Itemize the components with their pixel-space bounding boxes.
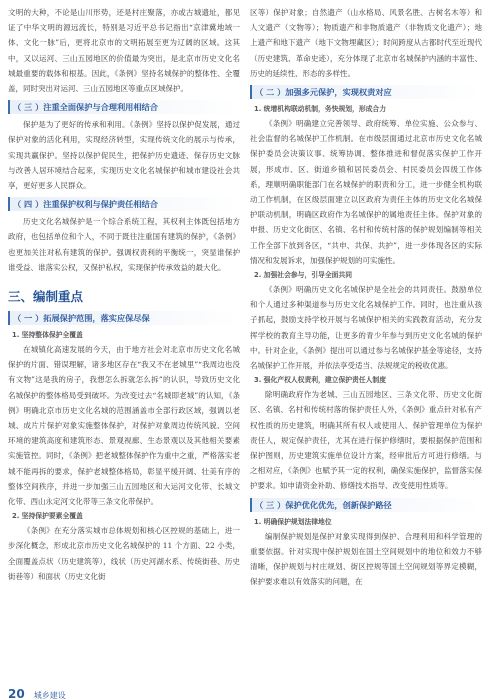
- paragraph: 除明确政府作为老城、三山五园地区、三条文化带、历史文化街区、名镇、名村和传统村落的保护责任人外，《条例》重点针对私有产权性质的历史建筑，明确其所有权人或使用人、保护管理单位为保护责任人，规定保护责任，尤其在进行保护修缮时，要根据保护范围和保护图则，历史建筑实施单位设计方案，经审批后方可进行修缮。与之相对应，《条例》也赋予其一定的权利，确保实施保护，监督落实保护要求。如申请资金补助、修缮技术指导、改变使用性质等。: [250, 390, 482, 491]
- paragraph: 文明的大种，不论是山川形势，还是村庄聚落，亦或古城遗址，都见证了中华文明的源远流长，特别是习近平总书记指出“京津冀地域一体、文化一脉”后，更将北京市的文明拓展至更为辽阔的区域。这其中，又以运河、三山五园地区的价值最为突出，是北京市历史文化名城最重要的载体和根基。因此，《条例》坚持名城保护的整体性、全覆盖，同时突出对运河、三山五园地区等重点区域保护。: [8, 8, 240, 94]
- paragraph: 历史文化名城保护是一个综合系统工程，其权利主体既包括地方政府，也包括单位和个人，不同于既往注重国有建筑的保护，《条例》也更加关注对私有建筑的保护。强调权责利的平衡统一，突显谁保护谁受益、谁落实公权，又保护私权，实现保护传承效益的最大化。: [8, 217, 240, 272]
- minor-heading: 2. 加强社会参与，引导全面共同: [254, 271, 353, 280]
- right-column: [250, 5, 482, 590]
- paragraph: 在城镇化高速发展的今天，由于地方社会对北京市历史文化名城保护的片面、错误理解，诸多地区存在“我又不在老城里”“我周边也没有文物”这是我的房子，我想怎么拆就怎么拆”的认识，导致历史文化名城保护的整体格局受到破坏。为改变过去“名城即老城”的认知，《条例》明确北京市历史文化名城的范围涵盖市全部行政区域，强调以老城、成片片保护对象实施整体保护，对保护对象周边传统风貌、空间环境的建筑高度和建筑形态、景观视廊、生态景观以及其他相关要素实施管控。同时，《条例》把老城整体保护作为重中之重，严格落实老城不能再拆的要求，保护老城整体格局，彰显平缓开阔、壮美有序的整体空间秩序，并进一步加强三山五园地区和大运河文化带、长城文化带、西山永定河文化带等三条文化带保护。: [8, 345, 240, 507]
- paragraph: 《条例》在充分落实城市总体规划和核心区控规的基础上，进一步深化概念，形成北京市历史文化名城保护的 11 个方面、22 小类，全面覆盖点状（历史建筑等），线状（历史河湖水系、传统街巷、历史街巷等）和面状（历史文化街: [8, 526, 240, 581]
- paragraph: 《条例》明确建立完善领导、政府统筹、单位实施、公众参与、社会监督的名城保护工作机制。在市级层面通过北京市历史文化名城保护委员会决策议事、统筹协调、整体推进和督促落实保护工作开展，形成市、区、街道乡镇和居民委员会、村民委员会四级工作体系，理顺明确职能部门在名城保护的职责和分工，进一步健全机构联动工作机制，在区级层面建立以区政府为责任主体的历史文化名城保护联动机制，明确区政府作为名城保护的属地责任主体。保护对象的申报、历史文化街区、名镇、名村和传统村落的保护规划编制等相关工作全部下放到各区，“共申、共保、共护”，进一步体现各区的实际情况和发展诉求，加强保护规划的可实施性。: [250, 119, 482, 265]
- paragraph: 《条例》明确历史文化名城保护是全社会的共同责任。鼓励单位和个人通过多种渠道参与历史文化名城保护工作。同时，也注重从孩子抓起，鼓励支持学校开展与名城保护相关的实践教育活动，充分发挥学校的教育主导功能，让更多的青少年参与到历史文化名城的保护中。针对企业，《条例》提出可以通过参与名城保护基金等途径，支持名城保护工作开展，并依法享受适当、法规规定的税收优惠。: [250, 285, 482, 371]
- paragraph: 区等）保护对象；自然遗产（山水格局、风景名胜、古树名木等）和人文遗产（文物等）；物质遗产和非物质遗产（非物质文化遗产）；地上遗产和地下遗产（地下文物埋藏区）；时间跨度从古都时代至近现代（历史建筑、革命史迹），充分体现了北京市名城保护内涵的丰富性、历史的延续性、形态的多样性。: [250, 8, 482, 78]
- journal-name: 城乡建设: [33, 691, 66, 700]
- minor-heading: 1. 明确保护规划法律地位: [254, 517, 332, 526]
- paragraph: 保护是为了更好的传承和利用。《条例》坚持以保护促发展，通过保护对象的活化利用，实现经济转型，实现传统文化的展示与传承，实现共赢保护。坚持以保护促民生，把保护历史遗迹、保存历史文脉与改善人居环境结合起来，实现历史文化名城保护和城市建设社会共享，更好更多人民群众。: [8, 120, 240, 191]
- minor-heading: 1. 统增机构联动机制，务快规划，形成合力: [254, 105, 387, 114]
- left-column: [8, 5, 240, 584]
- subsection-heading: （ 一 ）拓展保护范围，落实应保尽保: [8, 311, 240, 325]
- subsection-heading: （ 三 ）保护优化优先，创新保护路径: [250, 498, 482, 512]
- minor-heading: 2. 坚持保护要素全覆盖: [12, 512, 83, 521]
- minor-heading: 1. 坚持整体保护全覆盖: [12, 331, 83, 340]
- section-heading: 三、编制重点: [8, 289, 84, 305]
- minor-heading: 3. 强化产权人权责利，建立保护责任人制度: [254, 376, 387, 385]
- page-number: 20: [8, 687, 25, 700]
- paragraph: 编制保护规划是保护对象实现得到保护、合理利用和科学管理的重要依据。针对实现中保护规划在国土空间规划中的地位和效力不够清晰，保护规划与村庄规划、街区控规等国土空间规划等界定模糊，保护要求难以有效落实的问题，在: [250, 531, 482, 587]
- page-footer: [8, 683, 66, 700]
- subsection-heading: （ 四 ）注重保护权利与保护责任相结合: [8, 197, 240, 211]
- subsection-heading: （ 三 ）注重全面保护与合理利用相结合: [8, 100, 240, 114]
- subsection-heading: （ 二 ）加强多元保护，实现权责对应: [250, 85, 482, 99]
